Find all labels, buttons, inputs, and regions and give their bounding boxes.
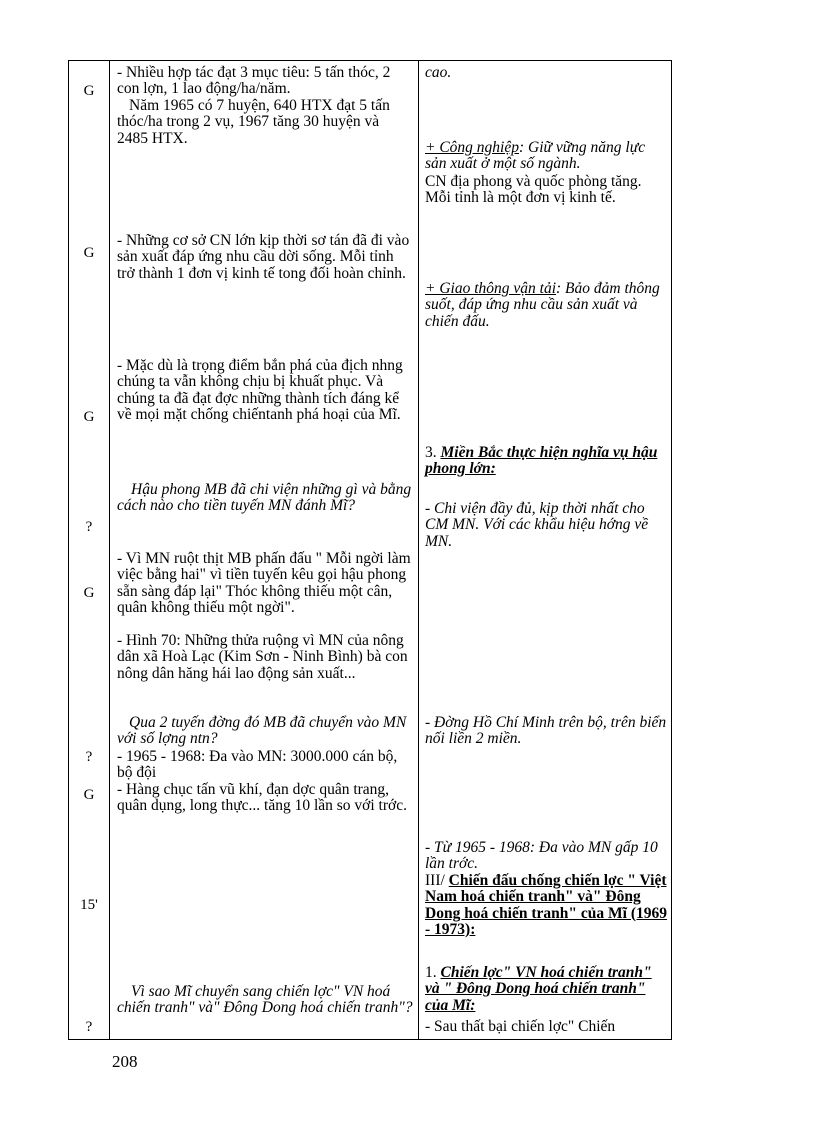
text-block: - 1965 - 1968: Đa vào MN: 3000.000 cán bộ, bộ đội xyxy=(117,748,398,782)
activity-mark: G xyxy=(83,245,95,261)
text-block: - Những cơ sở CN lớn kịp thời sơ tán đã đi vào sản xuất đáp ứng nhu cầu dời sống. Mỗi tỉnh trở thành 1 đơn vị kinh tế tong đối hoàn chỉnh. xyxy=(117,232,410,282)
section-heading xyxy=(425,965,669,1014)
text-span: : Giữ vững năng lực sản xuất ở một số ngành. xyxy=(425,139,646,173)
column-divider-left xyxy=(109,61,110,1039)
activity-mark: G xyxy=(83,787,95,803)
section-heading xyxy=(425,445,669,478)
heading-text: Chiến đấu chống chiến lợc " Việt Nam hoá chiến tranh" và" Đông Dong hoá chiến tranh" của Mĩ (1969 - 1973): xyxy=(425,872,667,938)
text-block: CN địa phong và quốc phòng tăng. Mỗi tỉnh là một đơn vị kinh tế. xyxy=(425,173,642,207)
question-text: Qua 2 tuyến đờng đó MB đã chuyển vào MN với số lợng ntn? xyxy=(117,714,407,748)
activity-mark: G xyxy=(83,83,95,99)
column-divider-right xyxy=(418,61,419,1039)
text-span: : Bảo đảm thông suốt, đáp ứng nhu cầu sản xuất và chiến đấu. xyxy=(425,280,660,330)
lesson-table xyxy=(68,60,672,1040)
text-block: cao. xyxy=(425,64,452,81)
text-block: Năm 1965 có 7 huyện, 640 HTX đạt 5 tấn thóc/ha trong 2 vụ, 1967 tăng 30 huyện và 2485 HTX. xyxy=(117,97,390,147)
subheading-label: + Công nghiệp xyxy=(425,139,519,156)
text-block: - Vì MN ruột thịt MB phấn đấu " Mỗi ngời làm việc bằng hai" vì tiền tuyến kêu gọi hậu phong sẵn sàng đáp lại" Thóc không thiếu một cân, quân không thiếu một ngời". xyxy=(117,550,411,616)
question-text: Hậu phong MB đã chi viện những gì và bằng cách nào cho tiền tuyến MN đánh Mĩ? xyxy=(117,481,412,515)
activity-mark: 15' xyxy=(80,897,98,913)
activity-mark: G xyxy=(83,585,95,601)
activity-mark: G xyxy=(83,409,95,425)
content-column xyxy=(425,65,669,1037)
text-block: - Từ 1965 - 1968: Đa vào MN gấp 10 lần trớc. xyxy=(425,839,658,873)
activity-mark: ? xyxy=(85,1019,93,1035)
teacher-student-column xyxy=(117,65,413,1037)
time-activity-column xyxy=(69,61,109,1039)
text-block: - Sau thất bại chiến lợc" Chiến xyxy=(425,1018,616,1035)
activity-mark: ? xyxy=(85,519,93,535)
activity-mark: ? xyxy=(85,749,93,765)
heading-text: Miền Bắc thực hiện nghĩa vụ hậu phong lớn: xyxy=(425,444,658,478)
text-block: - Đờng Hồ Chí Minh trên bộ, trên biển nối liền 2 miền. xyxy=(425,714,667,748)
text-block: - Hình 70: Những thửa ruộng vì MN của nông dân xã Hoà Lạc (Kim Sơn - Ninh Bình) bà con nông dân hăng hái lao động sản xuất... xyxy=(117,632,408,682)
heading-number: 3. xyxy=(425,444,441,461)
text-block: - Nhiều hợp tác đạt 3 mục tiêu: 5 tấn thóc, 2 con lợn, 1 lao động/ha/năm. xyxy=(117,64,391,98)
text-block xyxy=(425,281,669,330)
heading-text: Chiến lợc" VN hoá chiến tranh" và " Đông Dong hoá chiến tranh" của Mĩ: xyxy=(425,964,652,1014)
text-block xyxy=(425,140,669,173)
text-block: - Chi viện đầy đủ, kịp thời nhất cho CM MN. Với các khẩu hiệu hớng về MN. xyxy=(425,500,649,550)
question-text: Vì sao Mĩ chuyển sang chiến lợc" VN hoá chiến tranh" và" Đông Dong hoá chiến tranh"? xyxy=(117,983,413,1017)
subheading-label: + Giao thông vận tải xyxy=(425,280,557,297)
text-block: - Mặc dù là trọng điểm bắn phá của địch nhng chúng ta vẫn không chịu bị khuất phục. Và chúng ta đã đạt đợc những thành tích đáng kể về mọi mặt chống chiếntanh phá hoại của Mĩ. xyxy=(117,357,403,423)
text-block: - Hàng chục tấn vũ khí, đạn dợc quân trang, quân dụng, long thực... tăng 10 lần so với trớc. xyxy=(117,781,407,815)
heading-number: III/ xyxy=(425,872,449,889)
section-heading xyxy=(425,873,669,938)
heading-number: 1. xyxy=(425,964,441,981)
page-number: 208 xyxy=(112,1052,138,1071)
